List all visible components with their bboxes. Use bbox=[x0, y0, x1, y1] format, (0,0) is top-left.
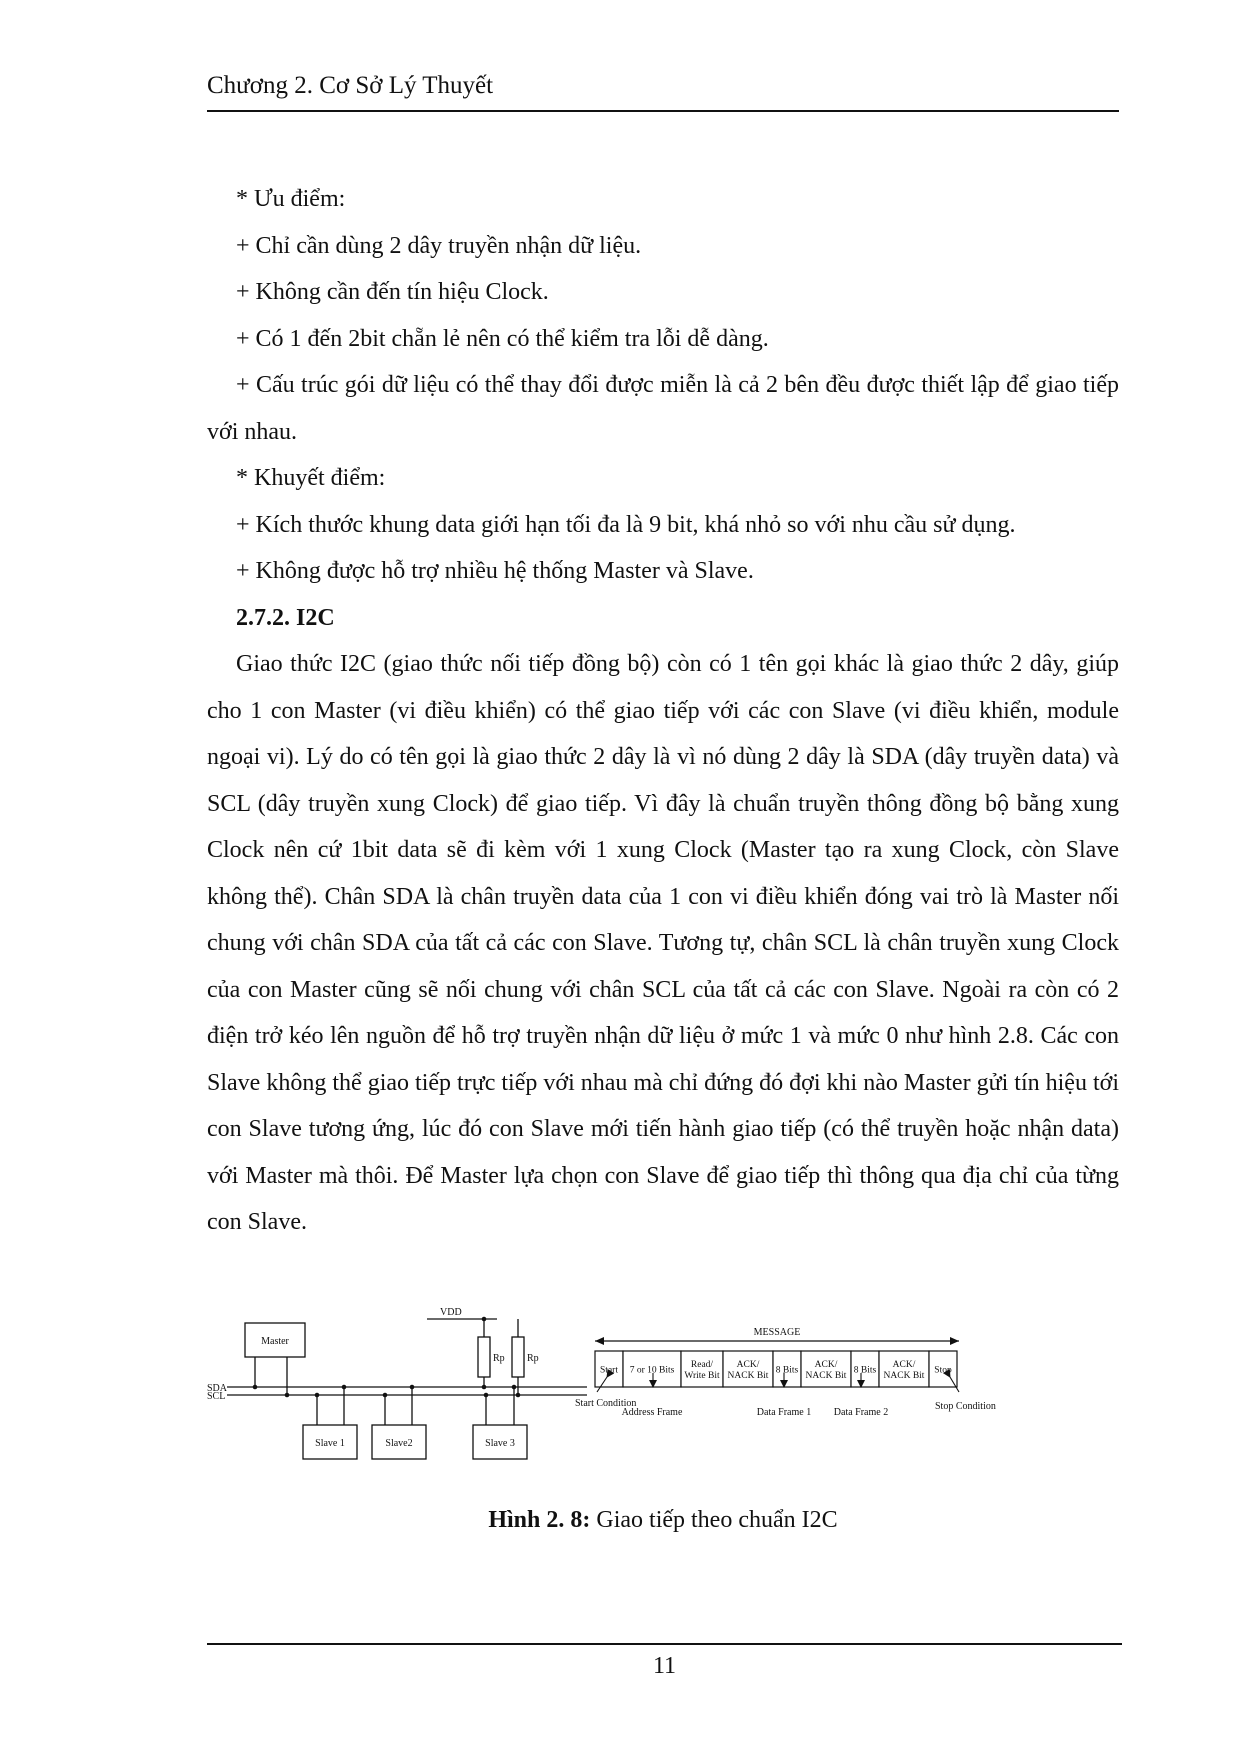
chapter-header: Chương 2. Cơ Sở Lý Thuyết bbox=[207, 72, 494, 99]
slave-label: Slave 3 bbox=[485, 1438, 515, 1449]
header-divider bbox=[207, 110, 1119, 112]
frame-cell-label: ACK/ NACK Bit bbox=[727, 1360, 769, 1381]
frame-cells bbox=[595, 1351, 957, 1387]
i2c-diagram bbox=[207, 1305, 1119, 1470]
master-label: Master bbox=[261, 1336, 289, 1347]
advantage-item: + Có 1 đến 2bit chẵn lẻ nên có thể kiểm tra lỗi dễ dàng. bbox=[236, 325, 769, 352]
footer-divider bbox=[207, 1643, 1122, 1645]
sda-label: SDA bbox=[207, 1383, 228, 1394]
figure-caption-label: Hình 2. 8: bbox=[488, 1507, 591, 1533]
frame-cell-label: ACK/ NACK Bit bbox=[883, 1360, 925, 1381]
pullup-resistor-label: Rp bbox=[527, 1353, 539, 1364]
frame-cell-label: 8 Bits bbox=[775, 1365, 799, 1376]
data-frame-1-label: Data Frame 1 bbox=[756, 1407, 812, 1418]
advantage-item: + Không cần đến tín hiệu Clock. bbox=[236, 279, 549, 305]
disadvantages-heading: * Khuyết điểm: bbox=[236, 465, 386, 491]
start-condition-label: Start Condition bbox=[575, 1398, 637, 1409]
page-number: 11 bbox=[652, 1653, 677, 1679]
slave-label: Slave 1 bbox=[315, 1438, 345, 1449]
figure-caption-text: Giao tiếp theo chuẩn I2C bbox=[590, 1507, 838, 1533]
frame-cell-label: 7 or 10 Bits bbox=[629, 1365, 675, 1376]
advantages-heading: * Ưu điểm: bbox=[236, 186, 346, 212]
figure-caption bbox=[207, 1507, 1119, 1534]
disadvantage-item: + Kích thước khung data giới hạn tối đa là 9 bit, khá nhỏ so với nhu cầu sử dụng. bbox=[236, 511, 1016, 538]
section-paragraph: Giao thức I2C (giao thức nối tiếp đồng bộ) còn có 1 tên gọi khác là giao thức 2 dây, giúp cho 1 con Master (vi điều khiển) có thể giao tiếp với các con Slave (vi điều khiển, module ngoại vi). Lý do có tên gọi là giao thức 2 dây là vì nó dùng 2 dây là SDA (dây truyền data) và SCL (dây truyền xung Clock) để giao tiếp. Vì đây là chuẩn truyền thông đồng bộ bằng xung Clock nên cứ 1bit data sẽ đi kèm với 1 xung Clock (Master tạo ra xung Clock, còn Slave không thể). Chân SDA là chân truyền data của 1 con vi điều khiển đóng vai trò là Master nối chung với chân SDA của tất cả các con Slave. Tương tự, chân SCL là chân truyền xung Clock của con Master cũng sẽ nối chung với chân SCL của tất cả các con Slave. Ngoài ra còn có 2 điện trở kéo lên nguồn để hỗ trợ truyền nhận dữ liệu ở mức 1 và mức 0 như hình 2.8. Các con Slave không thể giao tiếp trực tiếp với nhau mà chỉ đứng đó đợi khi nào Master gửi tín hiệu tới con Slave tương ứng, lúc đó con Slave mới tiến hành giao tiếp (có thể truyền hoặc nhận data) với Master mà thôi. Để Master lựa chọn con Slave để giao tiếp thì thông qua địa chỉ của từng con Slave. bbox=[207, 651, 1119, 1235]
page-body bbox=[207, 176, 1119, 1246]
arrow-right-icon bbox=[950, 1337, 959, 1345]
stop-condition-label: Stop Condition bbox=[935, 1401, 996, 1412]
arrow-left-icon bbox=[595, 1337, 604, 1345]
frame-cell-label: Start bbox=[600, 1365, 618, 1376]
disadvantage-item: + Không được hỗ trợ nhiều hệ thống Master và Slave. bbox=[236, 558, 754, 584]
slave-label: Slave2 bbox=[385, 1438, 413, 1449]
vdd-label: VDD bbox=[440, 1307, 462, 1318]
address-frame-label: Address Frame bbox=[621, 1407, 683, 1418]
data-frame-2-label: Data Frame 2 bbox=[833, 1407, 889, 1418]
frame-cell-label: ACK/ NACK Bit bbox=[805, 1360, 847, 1381]
message-label: MESSAGE bbox=[753, 1327, 801, 1338]
message-frame bbox=[575, 1327, 996, 1418]
frame-cell-label: 8 Bits bbox=[853, 1365, 877, 1376]
frame-cell-label: Read/ Write Bit bbox=[684, 1360, 720, 1381]
i2c-figure bbox=[207, 1305, 1119, 1470]
pullup-resistor-label: Rp bbox=[493, 1353, 505, 1364]
advantage-item: + Cấu trúc gói dữ liệu có thể thay đổi được miễn là cả 2 bên đều được thiết lập để giao tiếp với nhau. bbox=[207, 372, 1119, 445]
frame-cell-label: Stop bbox=[934, 1365, 952, 1376]
section-heading: 2.7.2. I2C bbox=[236, 604, 335, 631]
advantage-item: + Chỉ cần dùng 2 dây truyền nhận dữ liệu. bbox=[236, 232, 642, 259]
scl-label: SCL bbox=[207, 1391, 226, 1402]
